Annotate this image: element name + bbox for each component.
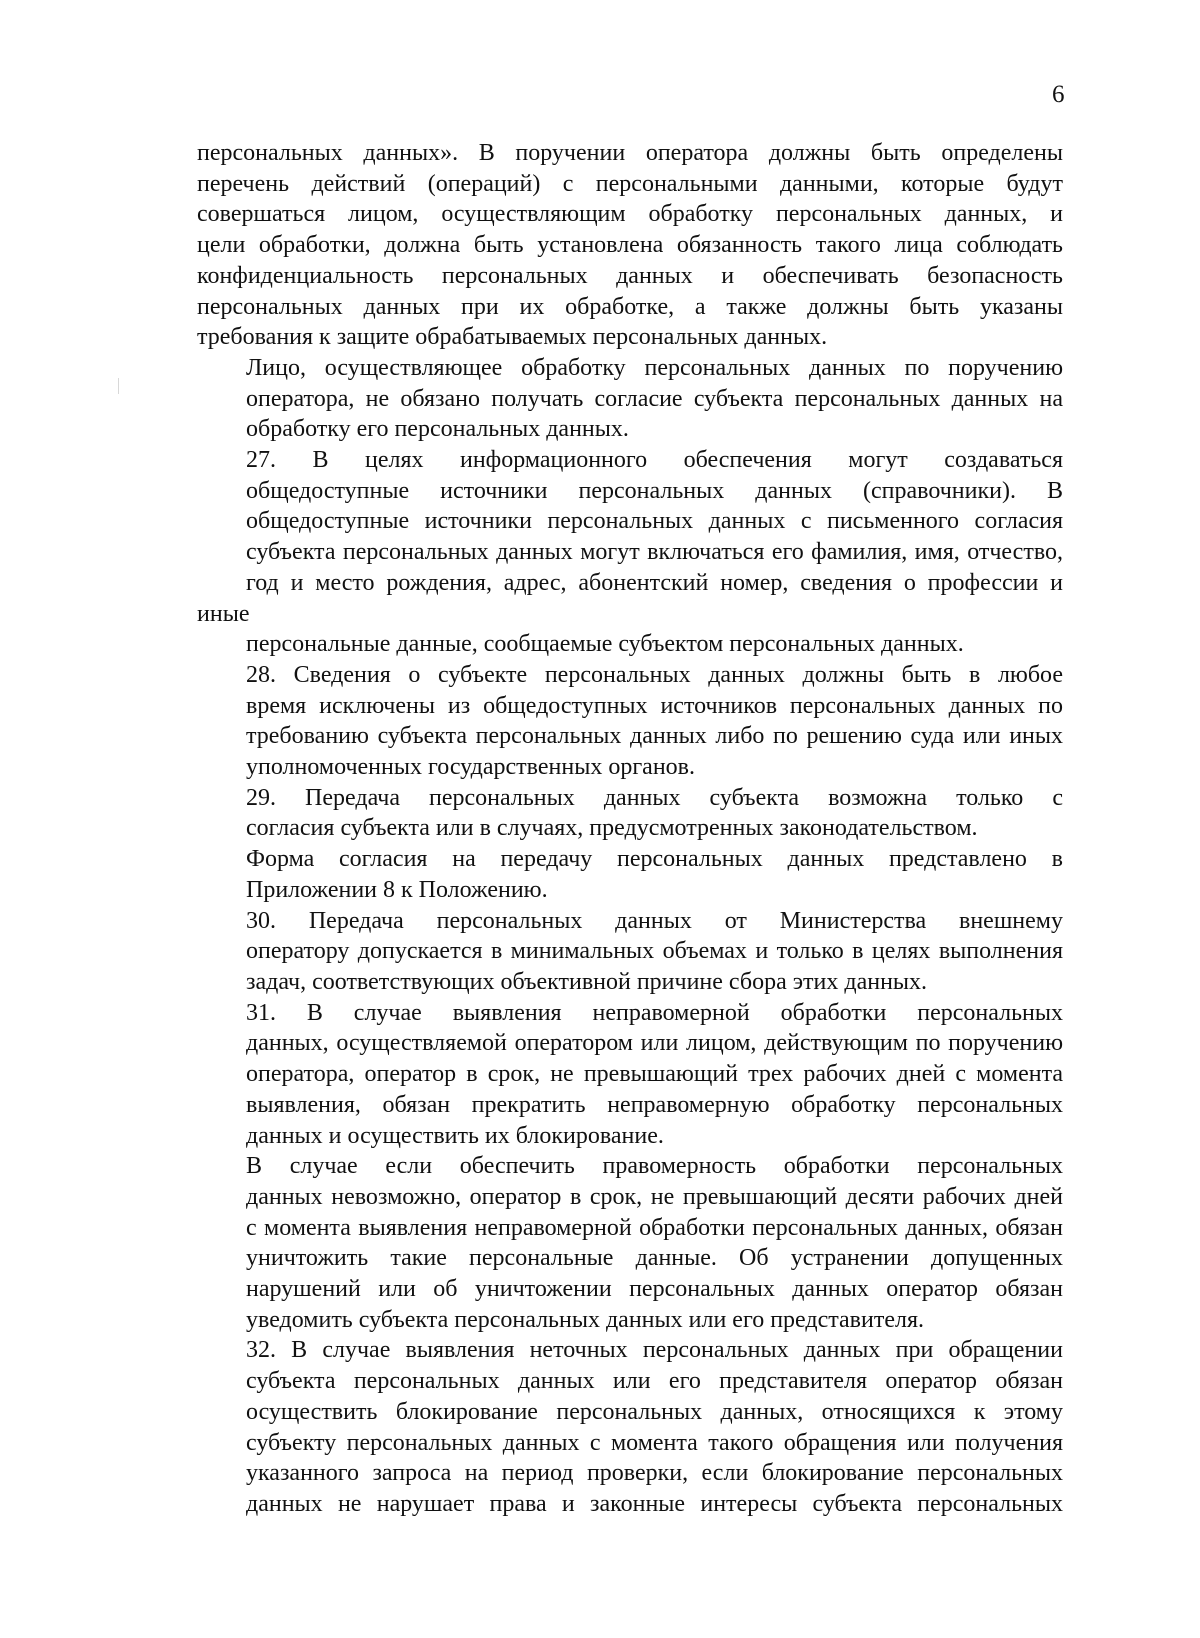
text-line: данных не нарушает права и законные интересы субъекта персональных — [246, 1490, 1063, 1517]
text-line: общедоступные источники персональных данных с письменного согласия — [246, 508, 1063, 535]
text-line: персональных данных при их обработке, а также должны быть указаны — [197, 293, 1063, 320]
paragraph — [197, 1335, 1063, 1519]
text-line: данных невозможно, оператор в срок, не превышающий десяти рабочих дней — [246, 1183, 1063, 1210]
text-line: 30. Передача персональных данных от Министерства внешнему — [246, 907, 1063, 934]
text-line: Форма согласия на передачу персональных данных представлено в — [246, 846, 1063, 873]
text-line: субъекта персональных данных могут включаться его фамилия, имя, отчество, — [246, 539, 1063, 566]
text-line: перечень действий (операций) с персональными данными, которые будут — [197, 170, 1063, 197]
text-line: 27. В целях информационного обеспечения могут создаваться — [246, 447, 1063, 474]
text-line: персональные данные, сообщаемые субъектом персональных данных. — [246, 631, 964, 658]
text-line: задач, соответствующих объективной причине сбора этих данных. — [246, 968, 928, 995]
text-line: выявления, обязан прекратить неправомерную обработку персональных — [246, 1091, 1063, 1118]
text-line: 31. В случае выявления неправомерной обработки персональных — [246, 999, 1063, 1026]
text-line: осуществить блокирование персональных данных, относящихся к этому — [246, 1398, 1063, 1425]
paragraph — [197, 783, 1063, 844]
text-line: 29. Передача персональных данных субъекта возможна только с — [246, 784, 1063, 811]
text-line: время исключены из общедоступных источников персональных данных по — [246, 692, 1063, 719]
text-line: субъекта персональных данных или его представителя оператор обязан — [246, 1368, 1063, 1395]
paragraph — [197, 1151, 1063, 1335]
text-line: общедоступные источники персональных данных (справочники). В — [246, 477, 1063, 504]
text-line: персональных данных». В поручении оператора должны быть определены — [197, 140, 1063, 166]
paragraph — [197, 844, 1063, 905]
text-line: В случае если обеспечить правомерность обработки персональных — [246, 1153, 1063, 1180]
text-line: нарушений или об уничтожении персональных данных оператор обязан — [246, 1276, 1063, 1303]
text-line: требования к защите обрабатываемых персональных данных. — [197, 324, 828, 351]
text-line: 32. В случае выявления неточных персональных данных при обращении — [246, 1337, 1063, 1364]
text-line: 28. Сведения о субъекте персональных данных должны быть в любое — [246, 661, 1063, 688]
text-line: конфиденциальность персональных данных и обеспечивать безопасность — [197, 262, 1063, 289]
text-line: согласия субъекта или в случаях, предусмотренных законодательством. — [246, 815, 978, 842]
text-line: оператора, не обязано получать согласие субъекта персональных данных на — [246, 385, 1063, 412]
text-line: цели обработки, должна быть установлена обязанность такого лица соблюдать — [197, 232, 1063, 259]
text-line: оператору допускается в минимальных объемах и только в целях выполнения — [246, 938, 1063, 965]
text-line: оператора, оператор в срок, не превышающий трех рабочих дней с момента — [246, 1061, 1063, 1088]
text-line: уничтожить такие персональные данные. Об устранении допущенных — [246, 1245, 1063, 1272]
text-line: Приложении 8 к Положению. — [246, 876, 548, 903]
document-body — [197, 138, 1063, 1520]
text-line: год и место рождения, адрес, абонентский номер, сведения о профессии и иные — [197, 569, 1063, 627]
paragraph — [197, 138, 1063, 353]
page-number: 6 — [1052, 81, 1065, 108]
text-line: требованию субъекта персональных данных либо по решению суда или иных — [246, 723, 1063, 750]
paragraph — [197, 660, 1063, 783]
text-line: с момента выявления неправомерной обработки персональных данных, обязан — [246, 1214, 1063, 1241]
paragraph — [197, 353, 1063, 445]
text-line: данных и осуществить их блокирование. — [246, 1122, 664, 1149]
paragraph — [197, 906, 1063, 998]
text-line: указанного запроса на период проверки, если блокирование персональных — [246, 1460, 1063, 1487]
text-line: совершаться лицом, осуществляющим обработку персональных данных, и — [197, 201, 1063, 228]
text-line: уведомить субъекта персональных данных или его представителя. — [246, 1306, 925, 1333]
text-line: обработку его персональных данных. — [246, 416, 629, 443]
text-line: данных, осуществляемой оператором или лицом, действующим по поручению — [246, 1030, 1063, 1057]
text-line: субъекту персональных данных с момента такого обращения или получения — [246, 1429, 1063, 1456]
text-line: Лицо, осуществляющее обработку персональных данных по поручению — [246, 354, 1063, 381]
paragraph — [197, 445, 1063, 660]
text-line: уполномоченных государственных органов. — [246, 754, 695, 781]
paragraph — [197, 998, 1063, 1152]
scan-margin-mark — [118, 378, 119, 394]
